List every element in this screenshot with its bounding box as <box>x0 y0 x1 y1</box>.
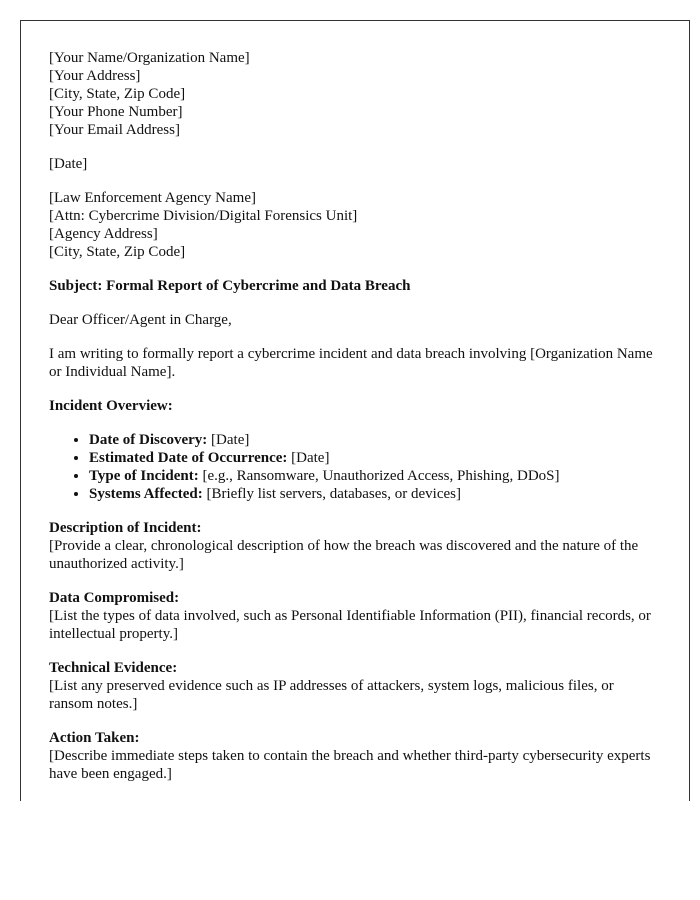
item-value: [Date] <box>287 450 330 466</box>
intro-paragraph: I am writing to formally report a cybercrime incident and data breach involving [Organization Name or Individual Name]. <box>49 346 653 380</box>
sender-email: [Your Email Address] <box>49 122 180 138</box>
subject-text: Subject: Formal Report of Cybercrime and Data Breach <box>49 278 411 294</box>
subject-line <box>49 277 661 295</box>
section-heading: Description of Incident: <box>49 520 202 536</box>
section-heading: Data Compromised: <box>49 590 180 606</box>
list-item <box>89 467 661 485</box>
item-label: Systems Affected: <box>89 486 203 502</box>
sender-block <box>49 49 661 139</box>
sender-address: [Your Address] <box>49 68 141 84</box>
overview-heading-text: Incident Overview: <box>49 398 173 414</box>
overview-list <box>49 431 661 503</box>
item-value: [e.g., Ransomware, Unauthorized Access, Phishing, DDoS] <box>198 468 560 484</box>
letter-date: [Date] <box>49 156 88 172</box>
item-label: Estimated Date of Occurrence: <box>89 450 288 466</box>
section-text: [Provide a clear, chronological description of how the breach was discovered and the nature of the unauthorized activity.] <box>49 538 639 572</box>
item-label: Type of Incident: <box>89 468 199 484</box>
item-value: [Briefly list servers, databases, or devices] <box>202 486 461 502</box>
sender-city: [City, State, Zip Code] <box>49 86 186 102</box>
section-technical-evidence <box>49 659 661 713</box>
item-label: Date of Discovery: <box>89 432 208 448</box>
item-value: [Date] <box>207 432 250 448</box>
letter-page <box>20 20 690 801</box>
list-item <box>89 485 661 503</box>
section-description <box>49 519 661 573</box>
recipient-address: [Agency Address] <box>49 226 158 242</box>
recipient-city: [City, State, Zip Code] <box>49 244 186 260</box>
sender-name: [Your Name/Organization Name] <box>49 50 250 66</box>
recipient-agency: [Law Enforcement Agency Name] <box>49 190 256 206</box>
section-text: [List the types of data involved, such as Personal Identifiable Information (PII), financial records, or intellectual property.] <box>49 608 651 642</box>
recipient-attn: [Attn: Cybercrime Division/Digital Forensics Unit] <box>49 208 358 224</box>
section-action-taken <box>49 729 661 783</box>
section-text: [Describe immediate steps taken to contain the breach and whether third-party cybersecurity experts have been engaged.] <box>49 748 651 782</box>
section-text: [List any preserved evidence such as IP addresses of attackers, system logs, malicious files, or ransom notes.] <box>49 678 614 712</box>
section-heading: Technical Evidence: <box>49 660 178 676</box>
salutation: Dear Officer/Agent in Charge, <box>49 312 232 328</box>
list-item <box>89 449 661 467</box>
overview-heading <box>49 397 661 415</box>
list-item <box>89 431 661 449</box>
recipient-block <box>49 189 661 261</box>
section-heading: Action Taken: <box>49 730 140 746</box>
sender-phone: [Your Phone Number] <box>49 104 183 120</box>
section-data-compromised <box>49 589 661 643</box>
